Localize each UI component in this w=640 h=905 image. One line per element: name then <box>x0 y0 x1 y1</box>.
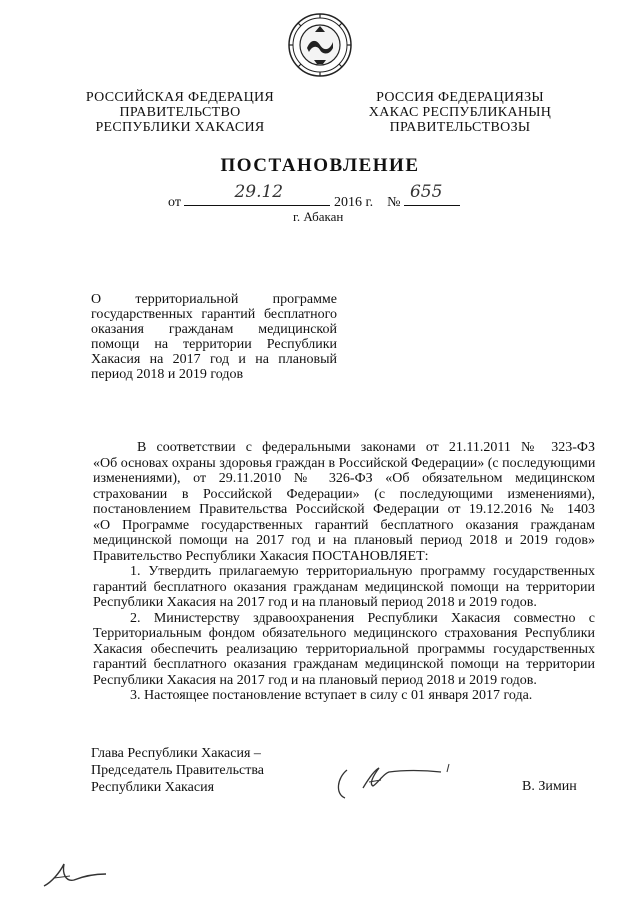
subject-line: Хакасия на 2017 год и на плановый <box>91 352 337 367</box>
header-left-line: РОССИЙСКАЯ ФЕДЕРАЦИЯ <box>85 90 275 105</box>
header-left-line: ПРАВИТЕЛЬСТВО <box>119 105 241 120</box>
body-line: изменениями), от 29.11.2010 № 326-ФЗ «Об обязательном медицинском <box>93 471 595 486</box>
year-label: 2016 г. <box>333 195 374 210</box>
subject-line: оказания гражданам медицинской <box>91 322 337 337</box>
coat-of-arms-icon <box>287 12 353 78</box>
body-line: Территориальным фондом обязательного медицинского страхования Республики <box>93 626 595 641</box>
body-line: «Об основах охраны здоровья граждан в Российской Федерации» (с последующими <box>93 455 596 471</box>
header-left-line: РЕСПУБЛИКИ ХАКАСИЯ <box>95 120 265 135</box>
number-label: № <box>387 195 401 210</box>
handwritten-initials-icon <box>40 860 110 890</box>
signatory-position-line: Республики Хакасия <box>91 780 215 795</box>
number-handwritten: 655 <box>409 182 443 202</box>
date-from-label: от <box>168 195 181 210</box>
body-line: Хакасия обеспечить реализацию территориальной программы государственных <box>93 641 595 657</box>
signatory-position-line: Председатель Правительства <box>91 763 264 778</box>
date-handwritten: 29.12 <box>234 182 284 202</box>
city-label: г. Абакан <box>293 209 344 224</box>
signatory-name: В. Зимин <box>522 779 577 794</box>
document-body <box>93 440 595 704</box>
body-line: постановлением Правительства Российской Федерации от 19.12.2016 № 1403 <box>93 502 595 517</box>
header-right-line: РОССИЯ ФЕДЕРАЦИЯЗЫ <box>376 90 544 105</box>
body-line: гарантий бесплатного оказания гражданам медицинской помощи на территории <box>93 579 595 595</box>
body-line: Республики Хакасия на 2017 год и на плановый период 2018 и 2019 годов. <box>93 672 537 688</box>
subject-line: помощи на территории Республики <box>91 337 337 352</box>
body-line: медицинской помощи на 2017 год и на плановый период 2018 и 2019 годов» <box>93 533 595 548</box>
body-line: Республики Хакасия на 2017 год и на плановый период 2018 и 2019 годов. <box>93 595 537 610</box>
header-right-line: ХАКАС РЕСПУБЛИКАНЫҢ <box>368 105 552 120</box>
header-left <box>80 90 280 135</box>
handwritten-signature-icon <box>333 760 463 810</box>
header-right-line: ПРАВИТЕЛЬСТВОЗЫ <box>389 120 531 135</box>
subject-line: О территориальной программе <box>91 292 337 307</box>
body-line: гарантий бесплатного оказания гражданам медицинской помощи на территории <box>93 657 595 672</box>
body-line: Правительство Республики Хакасия ПОСТАНОВЛЯЕТ: <box>93 548 429 564</box>
date-number-line <box>168 182 460 211</box>
body-line: 2. Министерству здравоохранения Республики Хакасия совместно с <box>130 610 595 626</box>
date-field <box>184 182 330 206</box>
body-line: 3. Настоящее постановление вступает в силу с 01 января 2017 года. <box>130 688 533 703</box>
number-field <box>404 182 460 206</box>
signatory-position <box>91 745 264 796</box>
subject-line: период 2018 и 2019 годов <box>91 367 244 382</box>
body-line: страховании в Российской Федерации» (с последующими изменениями), <box>93 486 595 502</box>
document-subject <box>91 292 337 382</box>
signatory-position-line: Глава Республики Хакасия – <box>91 746 261 761</box>
subject-line: государственных гарантий бесплатного <box>91 307 337 322</box>
document-title: ПОСТАНОВЛЕНИЕ <box>220 155 420 176</box>
body-line: 1. Утвердить прилагаемую территориальную программу государственных <box>130 564 595 579</box>
body-line: «О Программе государственных гарантий бесплатного оказания гражданам <box>93 517 595 533</box>
body-line: В соответствии с федеральными законами от 21.11.2011 № 323-ФЗ <box>137 440 595 455</box>
header-right <box>355 90 565 135</box>
